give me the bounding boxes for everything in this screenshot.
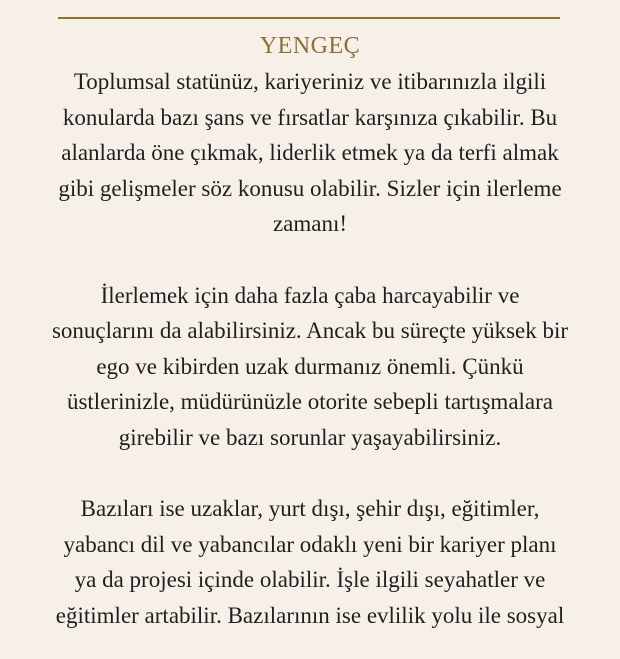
text-line: üstlerinizle, müdürünüzle otorite sebepli tartışmalara — [66, 389, 554, 415]
text-line: girebilir ve bazı sorunlar yaşayabilirsiniz. — [118, 424, 502, 450]
horoscope-text — [12, 64, 608, 659]
text-line: gibi gelişmeler söz konusu olabilir. Sizler için ilerleme — [58, 175, 562, 201]
text-line: İlerlemek için daha fazla çaba harcayabilir ve — [100, 282, 520, 308]
top-divider — [58, 17, 560, 19]
text-line: konularda bazı şans ve fırsatlar karşınıza çıkabilir. Bu — [62, 104, 558, 130]
text-line: eğitimler artabilir. Bazılarının ise evlilik yolu ile sosyal — [55, 602, 565, 628]
text-line: ya da projesi içinde olabilir. İşle ilgili seyahatler ve — [74, 567, 546, 593]
text-line: Toplumsal statünüz, kariyeriniz ve itibarınızla ilgili — [73, 69, 547, 94]
text-line: ego ve kibirden uzak durmanız önemli. Çünkü — [96, 353, 524, 379]
text-line: zamanı! — [272, 211, 348, 237]
text-line: yabancı dil ve yabancılar odaklı yeni bir kariyer planı — [63, 531, 557, 557]
text-line: alanlarda öne çıkmak, liderlik etmek ya da terfi almak — [61, 140, 559, 166]
paragraph-3 — [12, 491, 608, 633]
sign-heading: YENGEÇ — [259, 33, 361, 59]
paragraph-1 — [12, 64, 608, 242]
text-line: Bazıları ise uzaklar, yurt dışı, şehir dışı, eğitimler, — [80, 496, 540, 522]
paragraph-2 — [12, 278, 608, 456]
text-line: sonuçlarını da alabilirsiniz. Ancak bu süreçte yüksek bir — [51, 318, 569, 344]
